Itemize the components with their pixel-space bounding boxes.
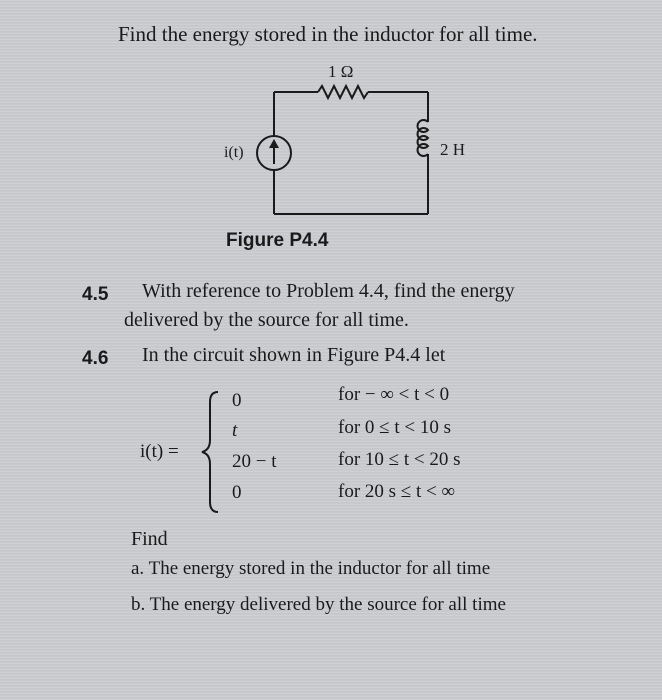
piecewise-lhs: i(t) =	[140, 441, 179, 462]
case-condition: for 20 s ≤ t < ∞	[338, 481, 456, 502]
case-value: t	[232, 420, 238, 441]
case-value: 0	[232, 482, 242, 503]
case-value: 0	[232, 390, 242, 411]
case-condition: for − ∞ < t < 0	[338, 384, 450, 405]
inductor-label: 2 H	[440, 140, 466, 159]
source-label: i(t)	[224, 144, 244, 161]
piecewise-brace	[202, 392, 218, 512]
problem-4-5-text-line1: With reference to Problem 4.4, find the energy	[142, 280, 515, 302]
find-item-a: a. The energy stored in the inductor for all time	[131, 558, 491, 579]
resistor-symbol	[318, 86, 368, 98]
find-item-b: b. The energy delivered by the source for all time	[131, 594, 506, 615]
problem-4-5-number: 4.5	[82, 284, 109, 305]
resistor-label: 1 Ω	[328, 62, 354, 81]
problem-4-6-text-line1: In the circuit shown in Figure P4.4 let	[142, 344, 446, 366]
problem-4-4-heading: Find the energy stored in the inductor for all time.	[118, 22, 538, 46]
current-arrow-head	[269, 139, 279, 148]
problem-4-5-text-line2: delivered by the source for all time.	[124, 309, 409, 331]
case-condition: for 10 ≤ t < 20 s	[338, 449, 461, 470]
find-label: Find	[131, 528, 168, 550]
case-condition: for 0 ≤ t < 10 s	[338, 417, 451, 438]
problem-4-6-number: 4.6	[82, 348, 109, 369]
figure-caption: Figure P4.4	[226, 230, 329, 251]
case-value: 20 − t	[232, 451, 277, 472]
inductor-symbol	[418, 120, 428, 156]
